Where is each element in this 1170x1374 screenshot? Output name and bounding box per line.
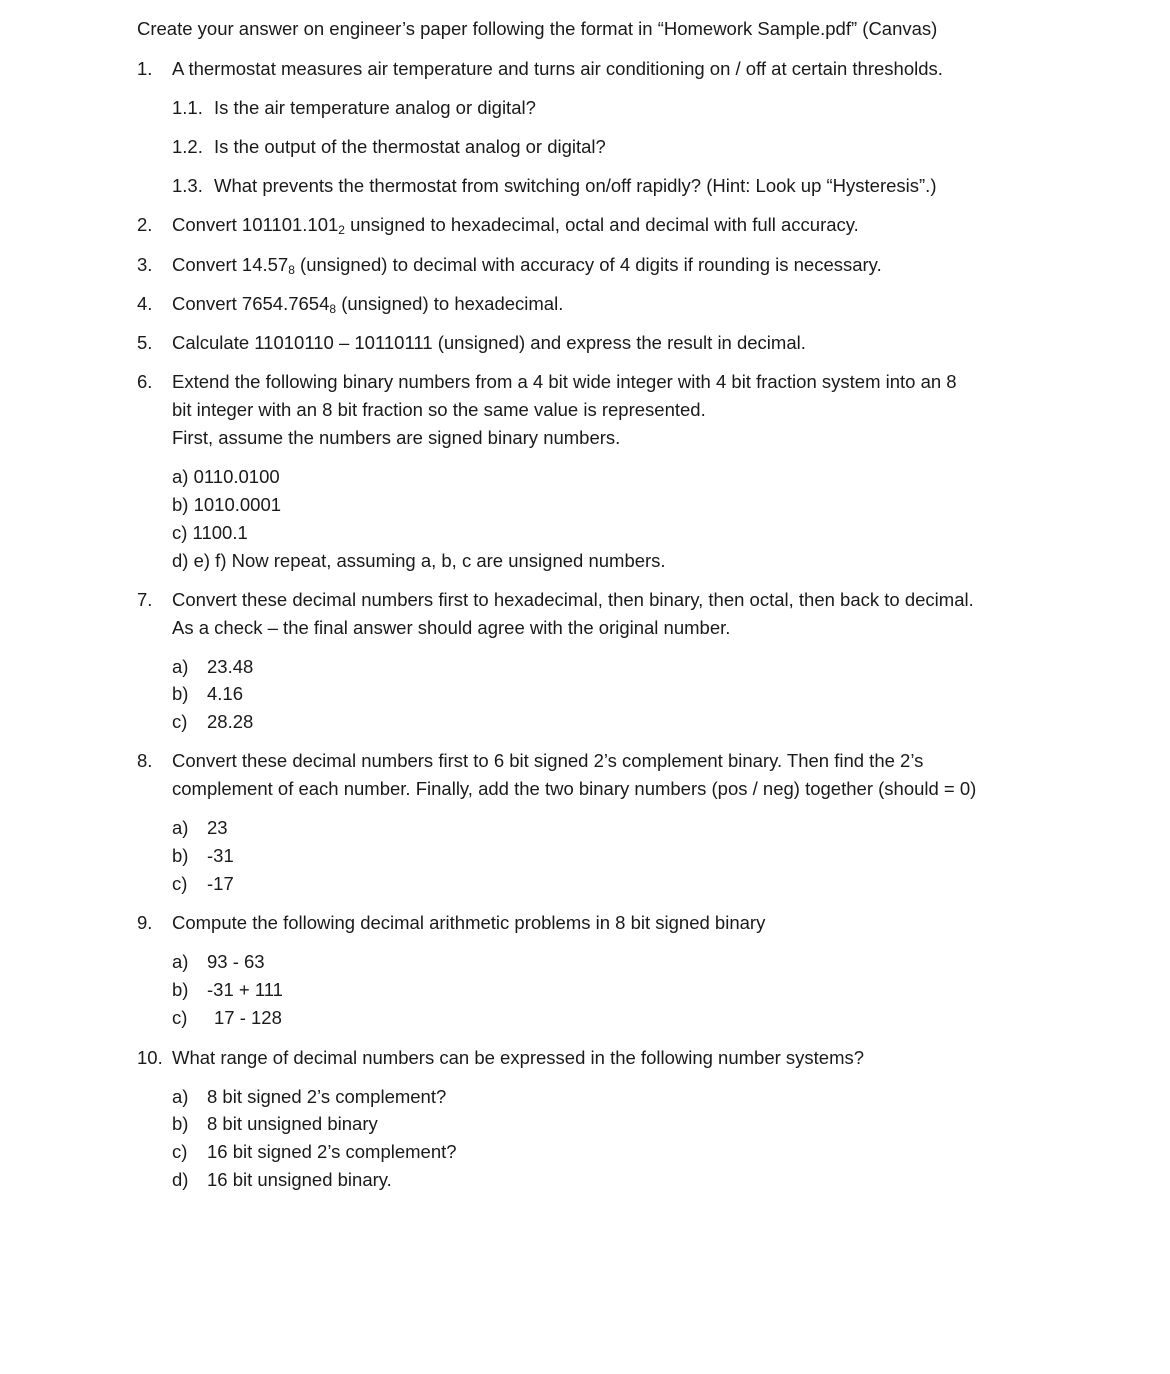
question-7-line-2: As a check – the final answer should agree with the original number. [172,617,731,638]
question-3-text-start: Convert 14.57 [172,254,289,275]
question-4-text-end: (unsigned) to hexadecimal. [336,293,564,314]
question-2-base-subscript: 2 [338,223,345,237]
question-3-text [172,254,882,276]
question-7-item-b-label: b) [172,683,189,704]
question-9-item-c-label: c) [172,1007,188,1028]
question-10-text: What range of decimal numbers can be expressed in the following number systems? [172,1047,865,1068]
question-4-text-start: Convert 7654.7654 [172,293,330,314]
question-10-item-c-value: 16 bit signed 2’s complement? [207,1141,457,1162]
question-8-number: 8. [137,750,153,771]
question-6-item-def: d) e) f) Now repeat, assuming a, b, c are unsigned numbers. [172,550,666,571]
question-9-text: Compute the following decimal arithmetic problems in 8 bit signed binary [172,912,766,933]
question-3-number: 3. [137,254,153,275]
question-10-item-d-label: d) [172,1169,189,1190]
question-7-item-b-value: 4.16 [207,683,244,704]
question-6-item-a: a) 0110.0100 [172,466,280,487]
question-7-item-a-label: a) [172,656,189,677]
question-5-number: 5. [137,332,153,353]
question-1-1-text: Is the air temperature analog or digital? [214,97,536,118]
question-7-number: 7. [137,589,153,610]
question-1-3-text: What prevents the thermostat from switching on/off rapidly? (Hint: Look up “Hysteresis”.) [214,175,937,196]
question-9-item-a-label: a) [172,951,189,972]
question-9-number: 9. [137,912,153,933]
question-10-number: 10. [137,1047,163,1068]
question-2-number: 2. [137,214,153,235]
question-7-line-1: Convert these decimal numbers first to hexadecimal, then binary, then octal, then back to decimal. [172,589,974,610]
question-10-item-a-label: a) [172,1086,189,1107]
question-6-item-c: c) 1100.1 [172,522,248,543]
question-8-line-2: complement of each number. Finally, add the two binary numbers (pos / neg) together (should = 0) [172,778,977,799]
question-2-text-end: unsigned to hexadecimal, octal and decimal with full accuracy. [344,214,859,235]
question-8-item-c-label: c) [172,873,188,894]
question-10-item-a-value: 8 bit signed 2’s complement? [207,1086,447,1107]
question-10-item-c-label: c) [172,1141,188,1162]
question-6-line-3: First, assume the numbers are signed binary numbers. [172,427,621,448]
question-8-item-a-label: a) [172,817,189,838]
question-10-item-b-label: b) [172,1113,189,1134]
question-4-text [172,293,563,315]
question-10-item-b-value: 8 bit unsigned binary [207,1113,378,1134]
question-7-item-c-label: c) [172,711,188,732]
question-9-item-a-value: 93 - 63 [207,951,265,972]
question-4-base-subscript: 8 [329,302,337,316]
question-8-item-b-label: b) [172,845,189,866]
question-3-text-end: (unsigned) to decimal with accuracy of 4 digits if rounding is necessary. [294,254,882,275]
question-1-text: A thermostat measures air temperature and turns air conditioning on / off at certain thresholds. [172,58,943,79]
question-6-item-b: b) 1010.0001 [172,494,282,515]
question-10-item-d-value: 16 bit unsigned binary. [207,1169,392,1190]
question-9-item-c-value: 17 - 128 [214,1007,282,1028]
question-8-line-1: Convert these decimal numbers first to 6 bit signed 2’s complement binary. Then find the 2’s [172,750,924,771]
question-6-number: 6. [137,371,153,392]
question-8-item-b-value: -31 [207,845,234,866]
intro-text: Create your answer on engineer’s paper following the format in “Homework Sample.pdf” (Canvas) [137,18,938,39]
question-7-item-c-value: 28.28 [207,711,254,732]
question-6-line-2: bit integer with an 8 bit fraction so the same value is represented. [172,399,706,420]
question-7-item-a-value: 23.48 [207,656,254,677]
question-8-item-c-value: -17 [207,873,234,894]
question-4-number: 4. [137,293,153,314]
question-1-1-number: 1.1. [172,97,203,118]
question-2-text [172,214,859,236]
question-1-2-text: Is the output of the thermostat analog or digital? [214,136,606,157]
question-2-text-start: Convert 101101.101 [172,214,339,235]
question-1-number: 1. [137,58,153,79]
question-1-2-number: 1.2. [172,136,203,157]
question-9-item-b-label: b) [172,979,189,1000]
question-3-base-subscript: 8 [288,263,295,277]
question-8-item-a-value: 23 [207,817,228,838]
question-6-line-1: Extend the following binary numbers from a 4 bit wide integer with 4 bit fraction system into an 8 [172,371,957,392]
question-9-item-b-value: -31 + 111 [207,979,283,1000]
question-1-3-number: 1.3. [172,175,203,196]
question-5-text: Calculate 11010110 – 10110111 (unsigned) and express the result in decimal. [172,332,806,353]
